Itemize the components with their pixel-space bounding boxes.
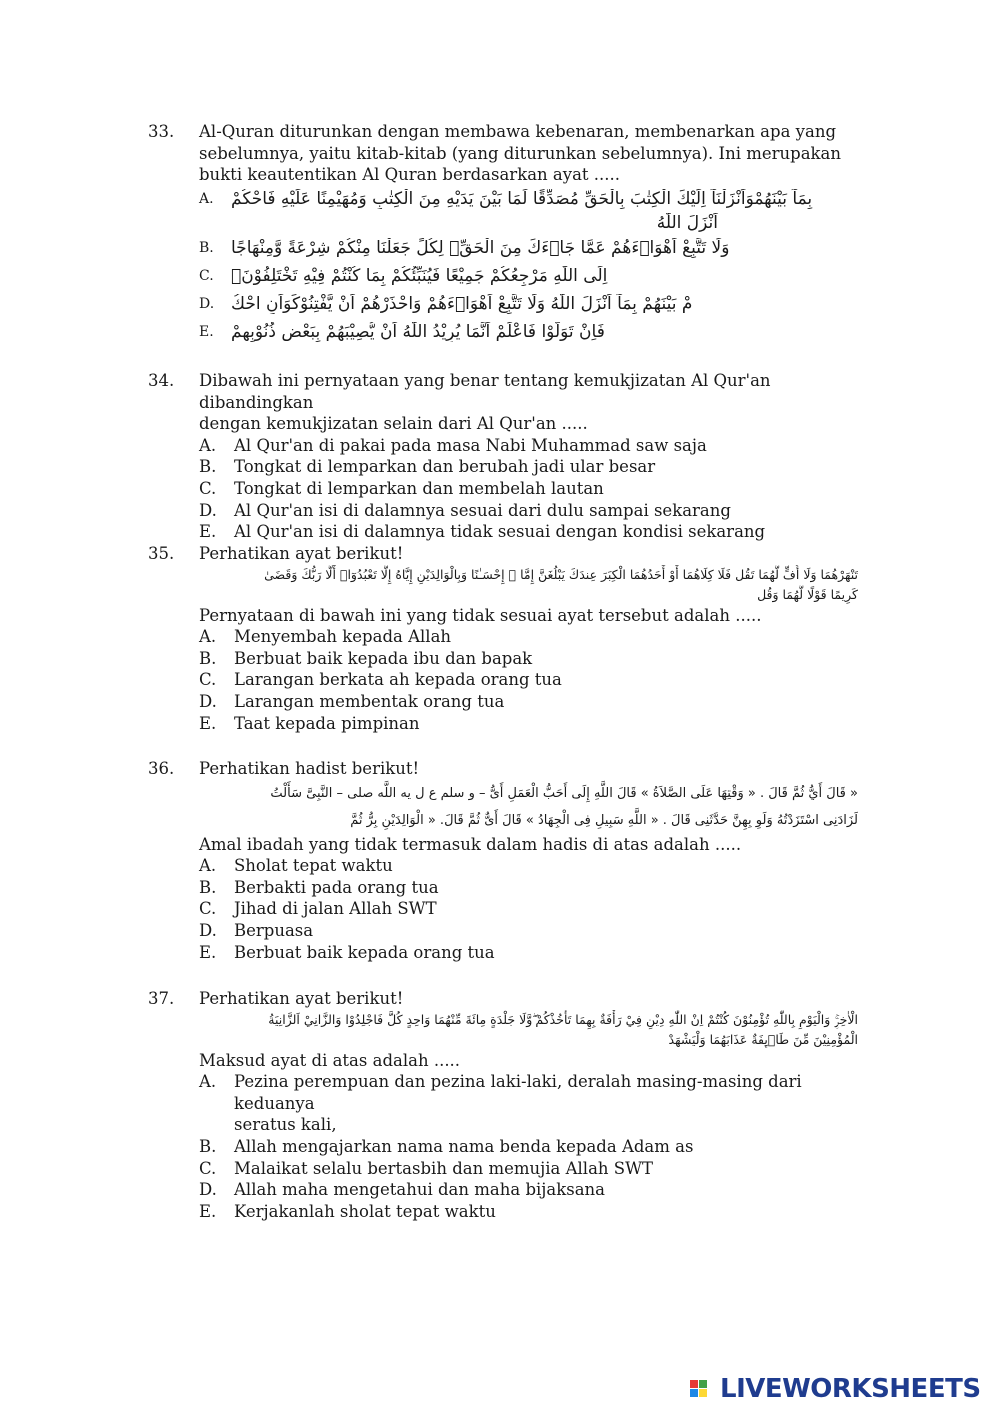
question-text: Perhatikan hadist berikut! — [199, 759, 420, 778]
option-c[interactable]: C. Malaikat selalu bertasbih dan memujia Allah SWT — [199, 1158, 654, 1178]
arabic-verse: مْ بَيْنَهُمْ بِمَآ اَنْزَلَ اللّٰهُ وَلَا تَتَّبِعْ اَهْوَاۤءَهُمْ وَاحْذَرْهُمْ اَنْ يَّفْتِنُوْكَوَاَنِ احْكُ — [231, 293, 693, 314]
option-e[interactable] — [199, 318, 858, 346]
question-text: Perhatikan ayat berikut! — [199, 989, 404, 1008]
option-c[interactable]: C. Jihad di jalan Allah SWT — [199, 899, 437, 919]
arabic-hadith: « قَالَ أَيُّ ثُمَّ قَالَ . « وَقْتِهَا عَلَى الصَّلاَةُ » قَالَ اللَّهِ إِلَى أَحَبُّ الْعَمَلِ أَىُّ – و سلم ع ل يه اللَّه صلى – النَّبِىَّ سَأَلْتُ لَزَادَنِى اسْتَزَدْتُهُ وَلَوِ بِهِنَّ حَدَّثَنِى قَالَ . « اللَّهِ سَبِيلِ فِى الْجِهَادُ » قَالَ أَىٌّ ثُمَّ قَالَ. « الْوَالِدَيْنِ بِرُّ ثُمَّ — [270, 785, 858, 828]
option-b[interactable]: B. Berbuat baik kepada ibu dan bapak — [199, 648, 533, 668]
question-35 — [148, 543, 858, 734]
brand-name: LIVEWORKSHEETS — [720, 1374, 981, 1404]
question-number: 33. — [148, 122, 175, 141]
option-b[interactable] — [199, 234, 858, 262]
question-33 — [148, 121, 858, 346]
option-c[interactable] — [199, 262, 858, 290]
option-c[interactable]: C. Tongkat di lemparkan dan membelah lautan — [199, 478, 604, 498]
option-a-continued — [199, 212, 858, 234]
question-number: 37. — [148, 989, 175, 1008]
question-prompt: Maksud ayat di atas adalah ..... — [199, 1050, 461, 1070]
question-text: Dibawah ini pernyataan yang benar tentang kemukjizatan Al Qur'an dibandingkan dengan kemukjizatan selain dari Al Qur'an ..... — [199, 371, 771, 434]
option-a[interactable] — [199, 186, 858, 212]
option-letter: A. — [199, 190, 214, 207]
option-letter: D. — [199, 295, 215, 312]
question-prompt: Amal ibadah yang tidak termasuk dalam hadis di atas adalah ..... — [199, 834, 742, 854]
question-number: 34. — [148, 371, 175, 390]
arabic-verse: بِمَآ بَيْنَهُمْوَاَنْزَلْنَآ اِلَيْكَ الْكِتٰبَ بِالْحَقِّ مُصَدِّقًا لِّمَا بَيْنَ يَدَيْهِ مِنَ الْكِتٰبِ وَمُهَيْمِنًا عَلَيْهِ فَاحْكُمْ — [231, 188, 813, 209]
question-36 — [148, 758, 858, 963]
arabic-verse: وَلَا تَتَّبِعْ اَهْوَاۤءَهُمْ عَمَّا جَاۤءَكَ مِنَ الْحَقِّۗ لِكُلٍّ جَعَلْنَا مِنْكُمْ شِرْعَةً وَّمِنْهَاجًا — [231, 237, 730, 258]
option-b[interactable]: B. Allah mengajarkan nama nama benda kepada Adam as — [199, 1136, 694, 1156]
question-prompt: Pernyataan di bawah ini yang tidak sesuai ayat tersebut adalah ..... — [199, 605, 762, 625]
option-c[interactable]: C. Larangan berkata ah kepada orang tua — [199, 670, 562, 690]
question-34 — [148, 370, 858, 543]
option-e[interactable]: E. Kerjakanlah sholat tepat waktu — [199, 1201, 496, 1221]
question-number: 35. — [148, 544, 175, 563]
option-a[interactable]: A. Sholat tepat waktu — [199, 856, 393, 876]
question-37 — [148, 988, 858, 1222]
liveworksheets-logo — [690, 1374, 990, 1404]
arabic-verse: اِلَى اللّٰهِ مَرْجِعُكُمْ جَمِيْعًا فَيُنَبِّئُكُمْ بِمَا كُنْتُمْ فِيْهِ تَخْتَلِفُوْنَۙ — [231, 265, 608, 286]
option-e[interactable]: E. Taat kepada pimpinan — [199, 713, 420, 733]
option-letter: C. — [199, 267, 214, 284]
option-b[interactable]: B. Tongkat di lemparkan dan berubah jadi ular besar — [199, 457, 656, 477]
option-e[interactable]: E. Berbuat baik kepada orang tua — [199, 942, 495, 962]
option-d[interactable]: D. Berpuasa — [199, 920, 314, 940]
option-d[interactable]: D. Al Qur'an isi di dalamnya sesuai dari dulu sampai sekarang — [199, 500, 731, 520]
liveworksheets-icon — [690, 1376, 716, 1402]
question-text: Al-Quran diturunkan dengan membawa kebenaran, membenarkan apa yang sebelumnya, yaitu kitab-kitab (yang diturunkan sebelumnya). Ini merupakan bukti keautentikan Al Quran berdasarkan ayat ..... — [199, 122, 842, 185]
option-d[interactable]: D. Allah maha mengetahui dan maha bijaksana — [199, 1180, 606, 1200]
option-a[interactable]: A. Menyembah kepada Allah — [199, 627, 452, 647]
arabic-verse: اَنْزَلَ اللّٰهُ — [656, 212, 718, 233]
option-e[interactable]: E. Al Qur'an isi di dalamnya tidak sesuai dengan kondisi sekarang — [199, 522, 766, 542]
arabic-verse: تَنْهَرْهُمَا وَلَا أُفٍّ لَّهُمَا تَقُل فَلَا كِلَاهُمَا أَوْ أَحَدُهُمَا الْكِبَرَ عِندَكَ يَبْلُغَنَّ إِمَّا ۚ إِحْسَـٰنًا وَبِالْوَالِدَيْنِ إِيَّاهُ إِلَّا تَعْبُدُوٓا۟ أَلَّا رَبُّكَ وَقَضَىٰ كَرِيمًا قَوْلًا لَّهُمَا وَقُل — [264, 566, 858, 602]
option-b[interactable]: B. Berbakti pada orang tua — [199, 877, 439, 897]
option-letter: B. — [199, 239, 214, 256]
option-d[interactable]: D. Larangan membentak orang tua — [199, 691, 505, 711]
option-letter: E. — [199, 323, 214, 340]
option-d[interactable] — [199, 290, 858, 318]
option-a[interactable]: A. Al Qur'an di pakai pada masa Nabi Muhammad saw saja — [199, 435, 707, 455]
arabic-verse: فَاِنْ تَوَلَّوْا فَاعْلَمْ اَنَّمَا يُرِيْدُ اللّٰهُ اَنْ يُّصِيْبَهُمْ بِبَعْضِ ذُنُوْبِهِمْ — [231, 321, 605, 342]
question-text: Perhatikan ayat berikut! — [199, 544, 404, 563]
option-a[interactable]: A. Pezina perempuan dan pezina laki-laki, deralah masing-masing dari keduanya seratus kali, — [199, 1072, 802, 1135]
question-number: 36. — [148, 759, 175, 778]
arabic-verse: الْاٰخِرِۚ وَالْيَوْمِ بِاللّٰهِ تُؤْمِنُوْنَ كُنْتُمْ اِنْ اللّٰهِ دِيْنِ فِيْ رَأْفَةٌ بِهِمَا تَأْخُذْكُمْ ۖوَّلَا جَلْدَةٍ مِائَةَ مِّنْهُمَا وَاحِدٍ كُلَّ فَاجْلِدُوْا وَالزَّانِيْ اَلزَّانِيَةُ الْمُؤْمِنِيْنَ مِّنَ طَاۤىِٕفَةٌ عَذَابَهُمَا وَلْيَشْهَدْ — [268, 1011, 858, 1047]
